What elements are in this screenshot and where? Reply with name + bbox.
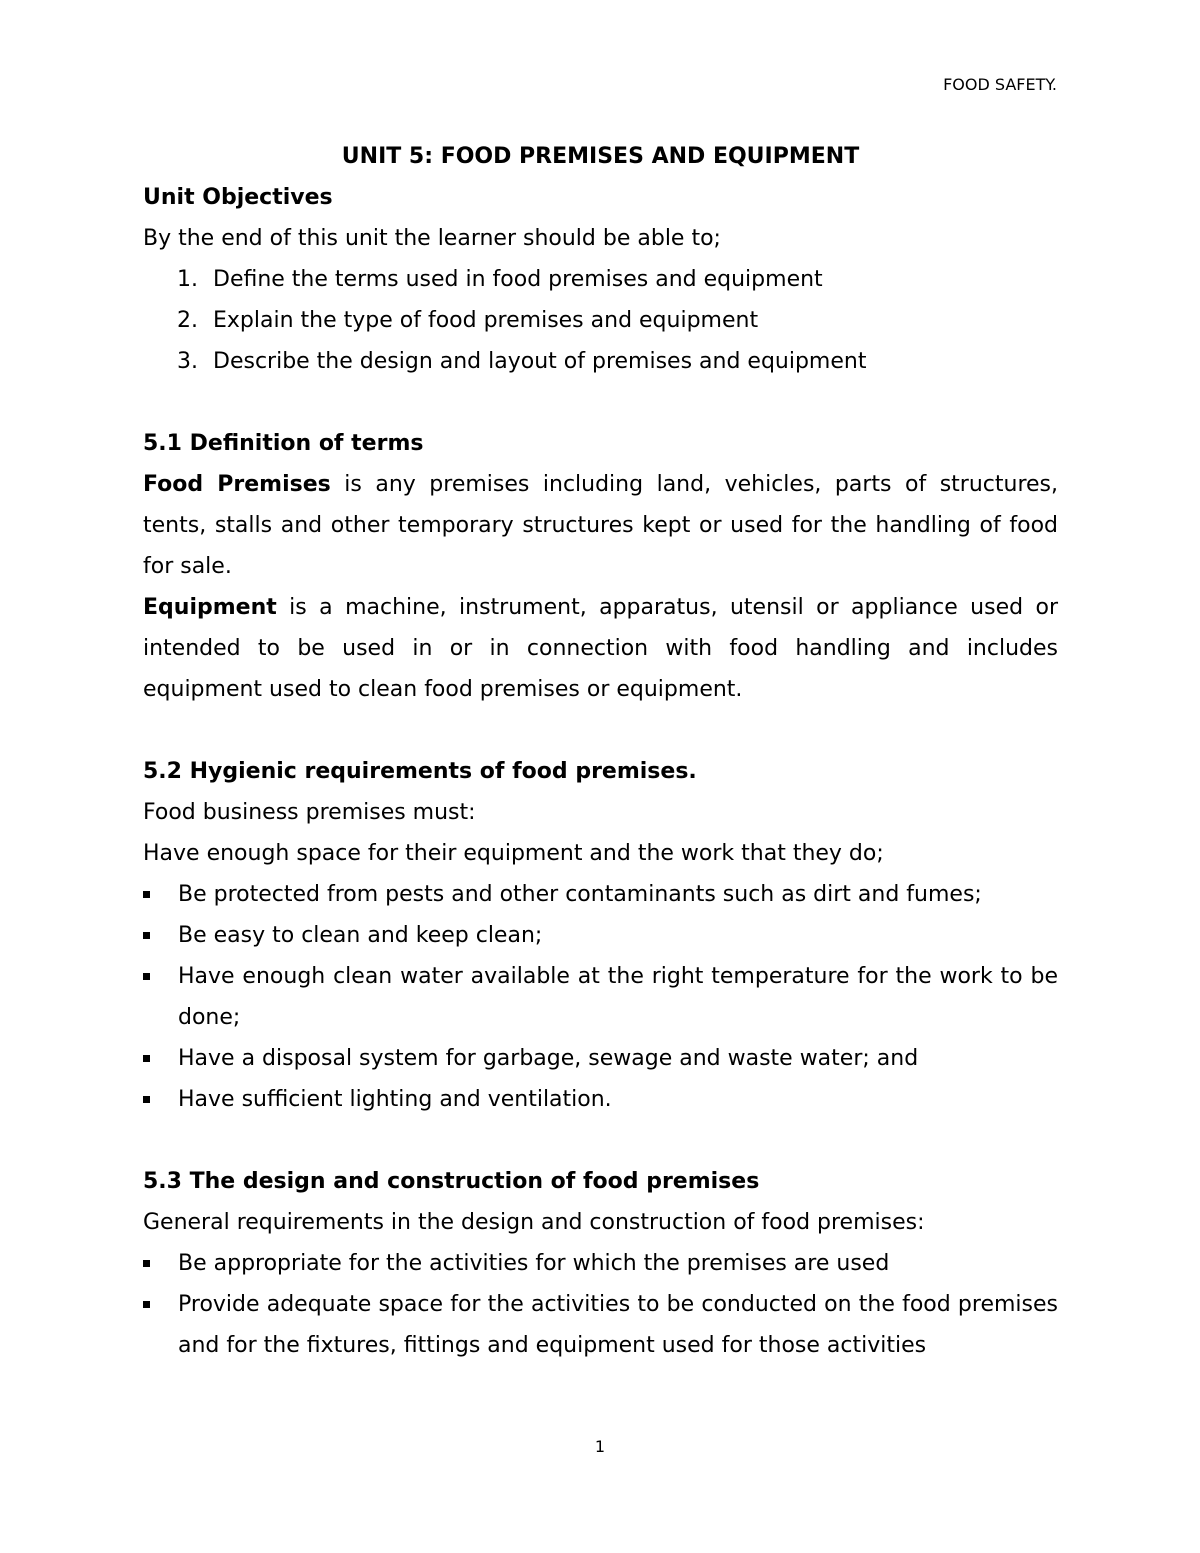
definition-equipment xyxy=(143,587,1058,710)
square-bullet-icon xyxy=(143,1260,150,1267)
section-heading-5-1: 5.1 Definition of terms xyxy=(143,431,424,456)
design-requirements-list xyxy=(143,1243,1058,1366)
list-number: 3. xyxy=(177,349,198,374)
square-bullet-icon xyxy=(143,1301,150,1308)
objectives-heading: Unit Objectives xyxy=(143,185,333,210)
term-food-premises: Food Premises xyxy=(143,472,331,497)
square-bullet-icon xyxy=(143,1055,150,1062)
list-item-text: Explain the type of food premises and equipment xyxy=(213,308,759,333)
list-item xyxy=(143,915,1058,956)
list-item-text: Be appropriate for the activities for which the premises are used xyxy=(178,1251,890,1276)
list-number: 1. xyxy=(177,267,198,292)
square-bullet-icon xyxy=(143,891,150,898)
running-header: FOOD SAFETY. xyxy=(943,75,1057,94)
objectives-intro: By the end of this unit the learner should be able to; xyxy=(143,226,721,251)
page-number: 1 xyxy=(594,1437,606,1456)
term-equipment: Equipment xyxy=(143,595,277,620)
requirements-list xyxy=(143,874,1058,1120)
list-item xyxy=(143,874,1058,915)
definition-food-premises xyxy=(143,464,1058,587)
list-item-text: Describe the design and layout of premises and equipment xyxy=(213,349,867,374)
section-intro: Food business premises must: xyxy=(143,800,476,825)
section-heading-5-2: 5.2 Hygienic requirements of food premises. xyxy=(143,759,697,784)
definition-text: is a machine, instrument, apparatus, utensil or appliance used or intended to be used in or in connection with food handling and includes equipment used to clean food premises or equipment. xyxy=(143,595,1058,702)
list-item-text: Be protected from pests and other contaminants such as dirt and fumes; xyxy=(178,882,982,907)
list-item xyxy=(143,1038,1058,1079)
spacer xyxy=(143,382,1058,423)
section-lead: Have enough space for their equipment and the work that they do; xyxy=(143,841,884,866)
spacer xyxy=(143,710,1058,751)
square-bullet-icon xyxy=(143,932,150,939)
list-item-text: Define the terms used in food premises and equipment xyxy=(213,267,823,292)
list-item xyxy=(143,341,1058,382)
page-body xyxy=(143,136,1058,1366)
list-item-text: Be easy to clean and keep clean; xyxy=(178,923,543,948)
objectives-list xyxy=(143,259,1058,382)
section-heading-5-3: 5.3 The design and construction of food premises xyxy=(143,1169,760,1194)
list-number: 2. xyxy=(177,308,198,333)
list-item xyxy=(143,259,1058,300)
list-item-text: Provide adequate space for the activities to be conducted on the food premises and for the fixtures, fittings and equipment used for those activities xyxy=(178,1292,1058,1358)
spacer xyxy=(143,1120,1058,1161)
square-bullet-icon xyxy=(143,1096,150,1103)
list-item xyxy=(143,1284,1058,1366)
section-intro: General requirements in the design and construction of food premises: xyxy=(143,1210,925,1235)
list-item xyxy=(143,956,1058,1038)
square-bullet-icon xyxy=(143,973,150,980)
list-item-text: Have a disposal system for garbage, sewage and waste water; and xyxy=(178,1046,919,1071)
definition-text: is any premises including land, vehicles, parts of structures, tents, stalls and other temporary structures kept or used for the handling of food for sale. xyxy=(143,472,1058,579)
list-item xyxy=(143,1243,1058,1284)
unit-title: UNIT 5: FOOD PREMISES AND EQUIPMENT xyxy=(341,144,860,169)
list-item-text: Have enough clean water available at the right temperature for the work to be done; xyxy=(178,964,1058,1030)
list-item-text: Have sufficient lighting and ventilation. xyxy=(178,1087,612,1112)
list-item xyxy=(143,300,1058,341)
list-item xyxy=(143,1079,1058,1120)
